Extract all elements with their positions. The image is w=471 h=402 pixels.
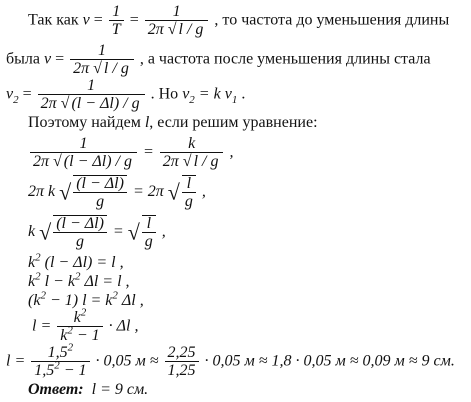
superscript: 2	[67, 324, 73, 337]
radicand: (l − Δl) / g	[63, 153, 132, 170]
text-segment: = k	[194, 85, 225, 103]
superscript: 2	[80, 306, 87, 319]
numerator: k	[160, 136, 224, 153]
text-segment: , то частота до уменьшения длины	[210, 11, 450, 29]
radicand: l / g	[178, 21, 204, 38]
text-segment: .	[237, 85, 246, 103]
den-part: 2π	[40, 95, 61, 112]
denominator	[57, 324, 102, 344]
den-part: 2π	[147, 21, 168, 38]
text-segment: l =	[32, 317, 56, 335]
text-segment: · 0,05 м ≈	[91, 352, 163, 370]
text-segment: , а частота после уменьшения длины стала	[135, 50, 431, 68]
denominator: g	[76, 233, 85, 250]
text-segment: Δl = l ,	[80, 273, 130, 290]
text-segment: l =	[6, 352, 30, 370]
radical-sign: √	[93, 60, 102, 77]
superscript: 2	[40, 289, 46, 302]
superscript: 2	[54, 359, 60, 372]
radical-sign: √	[39, 219, 52, 245]
radical-sign: √	[53, 153, 62, 170]
subscript: 1	[231, 93, 238, 106]
symbol-nu: ν	[224, 85, 232, 103]
denominator: T	[111, 21, 121, 38]
radicand: l / g	[193, 153, 219, 170]
radical-sign: √	[167, 179, 180, 205]
numerator: (l − Δl)	[53, 216, 107, 233]
numerator: 1	[70, 43, 134, 60]
superscript: 2	[112, 289, 118, 302]
superscript: 2	[35, 270, 41, 283]
text-segment: ,	[197, 183, 206, 201]
denominator: g	[96, 193, 105, 210]
denominator	[30, 153, 137, 170]
text-segment: − 1) l = k	[45, 292, 113, 309]
superscript: 2	[35, 251, 41, 264]
fraction	[142, 215, 156, 250]
text-line-3	[6, 78, 245, 112]
equals-sign: =	[18, 85, 36, 103]
text-segment: = 2π	[128, 183, 168, 201]
text-line-1	[28, 4, 449, 38]
denominator: 1,25	[167, 362, 196, 379]
equation-2	[28, 175, 206, 210]
radicand: (l − Δl) / g	[71, 95, 140, 112]
denominator	[160, 153, 224, 170]
fraction	[38, 78, 145, 112]
text-segment: k	[28, 254, 36, 271]
equals-sign: =	[108, 223, 128, 241]
superscript: 2	[74, 270, 81, 283]
numerator: 1	[109, 4, 124, 21]
denominator: g	[184, 193, 193, 210]
text-segment: , если решим уравнение:	[149, 114, 318, 131]
radical-sign: √	[182, 153, 192, 170]
text-segment: (k	[28, 292, 41, 309]
subscript: 2	[13, 93, 19, 106]
fraction	[70, 43, 134, 77]
answer-label: Ответ:	[28, 381, 84, 398]
answer-value: l = 9 см.	[91, 381, 149, 398]
num-part: 1,5	[47, 344, 68, 361]
numerator: l	[142, 216, 156, 233]
numerator: (l − Δl)	[73, 176, 127, 193]
symbol-nu: ν	[6, 85, 14, 103]
subscript: 2	[189, 93, 195, 106]
text-segment: Δl ,	[117, 292, 144, 309]
den-part: k	[60, 327, 68, 344]
numerator: 1	[30, 136, 137, 153]
symbol-l: l	[144, 114, 150, 131]
den-part: 1,5	[34, 362, 55, 379]
text-segment: 2π k	[28, 183, 60, 201]
equation-8	[6, 341, 455, 379]
text-segment: l − k	[40, 273, 75, 290]
text-line-2	[6, 43, 431, 77]
numerator: l	[182, 176, 196, 193]
denominator: g	[144, 233, 153, 250]
den-part: 2π	[33, 153, 54, 170]
fraction	[165, 345, 199, 379]
numerator	[57, 306, 102, 327]
radical-sign: √	[59, 179, 72, 205]
text-segment: k	[28, 223, 40, 241]
num-part: k	[73, 309, 81, 326]
equals-sign: =	[125, 11, 143, 29]
denominator	[38, 95, 145, 112]
radical-sign: √	[127, 219, 140, 245]
equation-7	[32, 306, 139, 344]
numerator	[31, 341, 89, 362]
denominator	[70, 60, 134, 77]
denominator	[31, 359, 89, 379]
text-segment: (l − Δl) = l ,	[40, 254, 124, 271]
numerator: 1	[145, 4, 209, 21]
symbol-nu: ν	[43, 50, 52, 68]
superscript: 2	[67, 341, 74, 354]
text-segment: Так как	[28, 11, 83, 29]
fraction	[160, 136, 224, 170]
equals-sign: =	[89, 11, 107, 29]
fraction	[182, 175, 196, 210]
text-segment: ,	[157, 223, 166, 241]
equation-3	[28, 215, 166, 250]
fraction	[30, 136, 137, 170]
numerator: 2,25	[165, 345, 199, 362]
equation-4	[28, 251, 124, 272]
fraction	[53, 215, 107, 250]
den-part: 2π	[162, 153, 183, 170]
text-segment: · 0,05 м ≈ 1,8 · 0,05 м ≈ 0,09 м ≈ 9 см.	[200, 352, 455, 370]
fraction	[73, 175, 127, 210]
text-segment: . Но	[146, 85, 183, 103]
fraction	[109, 4, 124, 38]
den-part: − 1	[59, 362, 87, 379]
text-line-4	[28, 114, 318, 132]
text-segment: была	[6, 50, 44, 68]
den-part: − 1	[72, 327, 100, 344]
radical-sign: √	[167, 21, 177, 38]
den-part: 2π	[73, 60, 94, 77]
denominator	[145, 21, 209, 38]
fraction	[57, 306, 102, 344]
symbol-nu: ν	[182, 85, 190, 103]
answer-line	[28, 381, 148, 399]
equals-sign: =	[138, 143, 158, 161]
numerator: 1	[38, 78, 145, 95]
text-segment: · Δl ,	[104, 317, 139, 335]
symbol-nu: ν	[82, 11, 90, 29]
equals-sign: =	[51, 50, 69, 68]
radical-sign: √	[60, 95, 70, 112]
fraction	[31, 341, 89, 379]
equation-5	[28, 270, 130, 291]
text-segment: k	[28, 273, 36, 290]
text-segment: ,	[225, 143, 234, 161]
equation-1	[28, 136, 233, 170]
radicand: l / g	[103, 60, 129, 77]
text-segment: Поэтому найдем	[28, 114, 145, 131]
fraction	[145, 4, 209, 38]
